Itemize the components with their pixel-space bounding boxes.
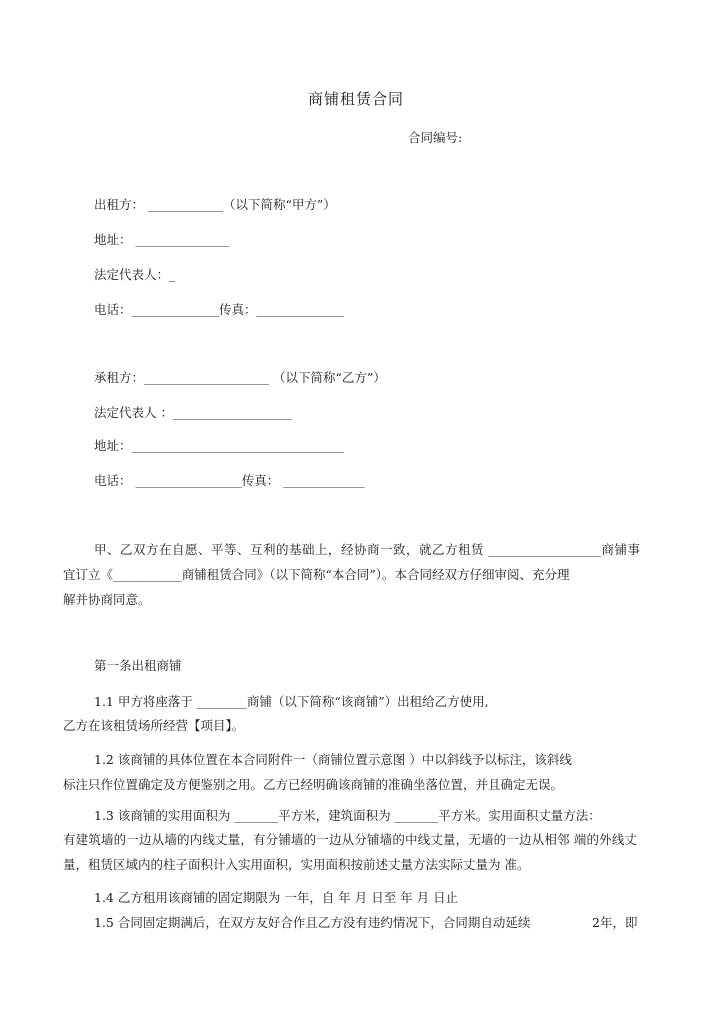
lessor-rep-field: 法定代表人：_ bbox=[94, 267, 176, 282]
lessor-name-field: 出租方： ____________（以下简称“甲方”） bbox=[94, 197, 336, 212]
preamble-line: 甲、乙双方在自愿、平等、互利的基础上，经协商一致，就乙方租赁 __________________商铺事 bbox=[94, 542, 640, 557]
lessor-phone-fax-field: 电话：______________传真：______________ bbox=[94, 302, 345, 317]
clause-1-5-tail: 2年，即 bbox=[592, 915, 638, 930]
contract-number-label: 合同编号: bbox=[408, 130, 463, 145]
clause-1-2: 1.2 该商铺的具体位置在本合同附件一（商铺位置示意图 ）中以斜线予以标注，该斜线 bbox=[94, 752, 572, 767]
article-1-heading: 第一条出租商铺 bbox=[94, 658, 182, 673]
preamble-line: 解并协商同意。 bbox=[63, 592, 151, 607]
clause-1-2-cont: 标注只作位置确定及方便鉴别之用。乙方已经明确该商铺的准确坐落位置，并且确定无误。 bbox=[63, 777, 564, 792]
clause-1-3: 1.3 该商铺的实用面积为 _______平方米，建筑面积为 _______平方米。实用面积丈量方法： bbox=[94, 808, 601, 823]
clause-1-5: 1.5 合同固定期满后，在双方友好合作且乙方没有违约情况下，合同期自动延续 bbox=[94, 915, 531, 930]
preamble-line: 宜订立《___________商铺租赁合同》（以下简称“本合同”）。本合同经双方仔细审阅、充分理 bbox=[63, 567, 570, 582]
lessee-name-field: 承租方：____________________ （以下简称“乙方”） bbox=[94, 370, 386, 385]
clause-1-3-cont: 量，租赁区域内的柱子面积计入实用面积，实用面积按前述丈量方法实际丈量为 准。 bbox=[63, 857, 530, 872]
lessee-address-field: 地址：__________________________________ bbox=[94, 438, 345, 453]
clause-1-4: 1.4 乙方租用该商铺的固定期限为 一年，自 年 月 日至 年 月 日止 bbox=[94, 890, 459, 905]
clause-1-1-cont: 乙方在该租赁场所经营【项目】。 bbox=[63, 718, 245, 733]
document-title: 商铺租赁合同 bbox=[308, 90, 405, 108]
lessee-rep-field: 法定代表人 ：___________________ bbox=[94, 405, 292, 420]
clause-1-3-cont: 有建筑墙的一边从墙的内线丈量，有分铺墙的一边从分铺墙的中线丈量，无墙的一边从相邻 端的外线丈 bbox=[63, 832, 637, 847]
lessor-address-field: 地址： _______________ bbox=[94, 232, 230, 247]
lessee-phone-fax-field: 电话： _________________传真： _____________ bbox=[94, 473, 365, 488]
clause-1-1: 1.1 甲方将座落于 ________商铺（以下简称“该商铺”）出租给乙方使用, bbox=[94, 694, 489, 709]
